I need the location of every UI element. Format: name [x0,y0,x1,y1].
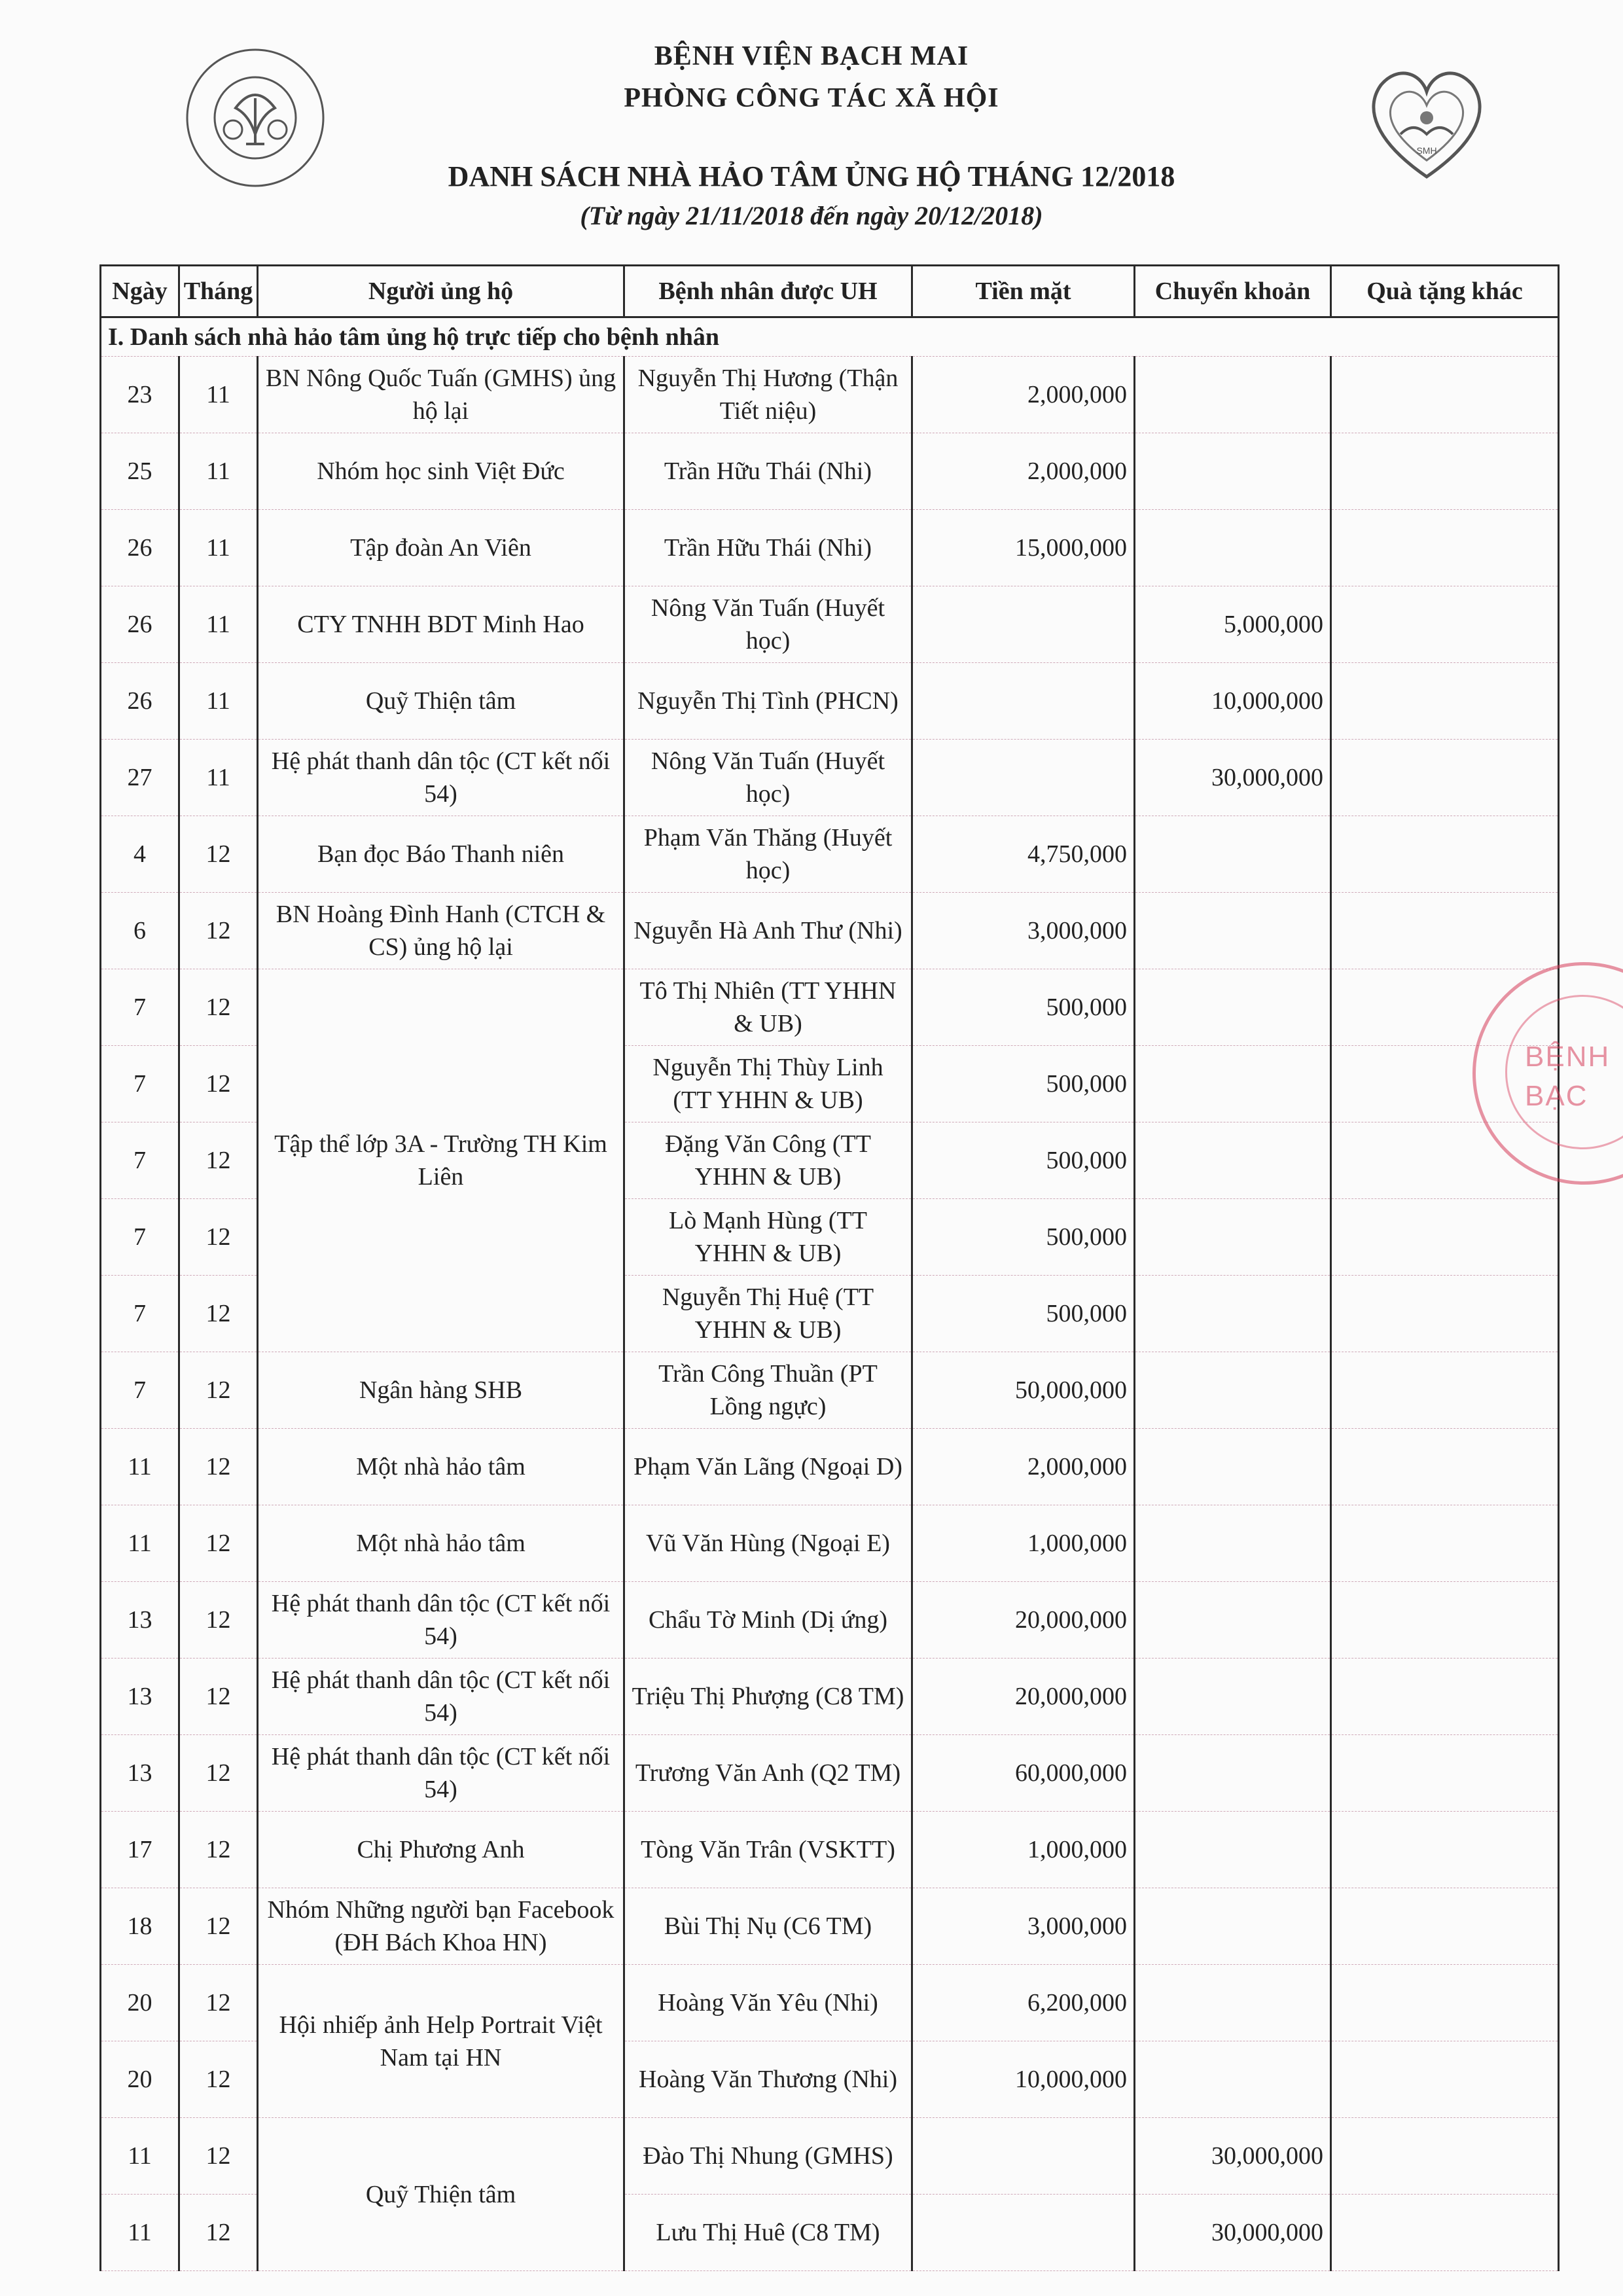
cell-patient: Trần Công Thuần (PT Lồng ngực) [624,1352,912,1429]
cell-donor: Quỹ Thiện tâm [258,2118,624,2271]
cell-cash [912,2195,1135,2271]
table-row [101,2118,1559,2195]
table-row [101,663,1559,740]
cell-month: 12 [179,1582,258,1659]
cell-gift [1331,2118,1559,2195]
table-row [101,816,1559,893]
cell-day: 17 [101,1812,179,1888]
cell-month: 12 [179,1046,258,1122]
cell-patient: Lưu Thị Huê (C8 TM) [624,2195,912,2271]
cell-day: 26 [101,510,179,586]
header-day: Ngày [101,266,179,317]
cell-transfer: 30,000,000 [1135,2118,1331,2195]
cell-day: 7 [101,969,179,1046]
cell-patient: Nông Văn Tuấn (Huyết học) [624,740,912,816]
cell-cash [912,586,1135,663]
cell-cash: 1,000,000 [912,1812,1135,1888]
cell-month: 12 [179,1735,258,1812]
cell-day: 11 [101,1429,179,1505]
cell-gift [1331,1888,1559,1965]
cell-cash: 500,000 [912,1199,1135,1276]
cell-transfer [1135,1505,1331,1582]
cell-day: 13 [101,1735,179,1812]
cell-day: 20 [101,2041,179,2118]
cell-gift [1331,433,1559,510]
cell-patient: Nguyễn Thị Thùy Linh (TT YHHN & UB) [624,1046,912,1122]
cell-month: 12 [179,2118,258,2195]
cell-month: 12 [179,1659,258,1735]
table-row [101,510,1559,586]
cell-gift [1331,740,1559,816]
cell-patient: Trần Hữu Thái (Nhi) [624,510,912,586]
cell-patient: Bùi Thị Nụ (C6 TM) [624,1888,912,1965]
table-row [101,1352,1559,1429]
cell-patient: Chẩu Tờ Minh (Dị ứng) [624,1582,912,1659]
cell-month: 12 [179,969,258,1046]
header-cash: Tiền mặt [912,266,1135,317]
cell-gift [1331,1812,1559,1888]
cell-transfer [1135,1888,1331,1965]
cell-cash [912,2118,1135,2195]
table-row [101,1888,1559,1965]
cell-day: 13 [101,1659,179,1735]
cell-donor: Ngân hàng SHB [258,1352,624,1429]
cell-month: 12 [179,1352,258,1429]
cell-day: 11 [101,1505,179,1582]
section-title: I. Danh sách nhà hảo tâm ủng hộ trực tiếp cho bệnh nhân [101,317,1559,357]
cell-transfer [1135,816,1331,893]
cell-gift [1331,1965,1559,2041]
cell-month: 12 [179,2041,258,2118]
cell-day: 26 [101,663,179,740]
cell-gift [1331,816,1559,893]
cell-cash: 50,000,000 [912,1352,1135,1429]
cell-month: 11 [179,663,258,740]
cell-cash: 500,000 [912,1046,1135,1122]
cell-patient: Tô Thị Nhiên (TT YHHN & UB) [624,969,912,1046]
cell-donor: Một nhà hảo tâm [258,1429,624,1505]
table-row [101,1659,1559,1735]
cell-donor: Một nhà hảo tâm [258,1505,624,1582]
cell-transfer [1135,1582,1331,1659]
cell-cash: 1,000,000 [912,1505,1135,1582]
cell-month: 12 [179,893,258,969]
cell-cash: 500,000 [912,969,1135,1046]
table-header-row [101,266,1559,317]
cell-patient: Tòng Văn Trân (VSKTT) [624,1812,912,1888]
donor-table [99,264,1560,2271]
stamp-text: BỆNH [1525,1041,1611,1073]
cell-gift [1331,510,1559,586]
cell-cash: 60,000,000 [912,1735,1135,1812]
cell-month: 11 [179,357,258,433]
cell-cash: 6,200,000 [912,1965,1135,2041]
cell-patient: Nguyễn Thị Tình (PHCN) [624,663,912,740]
cell-month: 12 [179,1276,258,1352]
cell-donor: BN Nông Quốc Tuấn (GMHS) ủng hộ lại [258,357,624,433]
cell-month: 11 [179,586,258,663]
cell-transfer [1135,1352,1331,1429]
cell-cash: 2,000,000 [912,433,1135,510]
header-gift: Quà tặng khác [1331,266,1559,317]
cell-gift [1331,357,1559,433]
cell-transfer: 30,000,000 [1135,740,1331,816]
cell-cash: 10,000,000 [912,2041,1135,2118]
cell-donor: CTY TNHH BDT Minh Hao [258,586,624,663]
cell-patient: Hoàng Văn Thương (Nhi) [624,2041,912,2118]
header-transfer: Chuyển khoản [1135,266,1331,317]
cell-month: 12 [179,1122,258,1199]
svg-text:SMH: SMH [1416,145,1437,156]
cell-transfer: 10,000,000 [1135,663,1331,740]
cell-month: 11 [179,510,258,586]
cell-patient: Trương Văn Anh (Q2 TM) [624,1735,912,1812]
cell-month: 11 [179,433,258,510]
cell-cash: 2,000,000 [912,1429,1135,1505]
cell-day: 20 [101,1965,179,2041]
table-row [101,1965,1559,2041]
header-patient: Bệnh nhân được UH [624,266,912,317]
cell-month: 12 [179,1812,258,1888]
cell-day: 11 [101,2118,179,2195]
cell-day: 4 [101,816,179,893]
table-row [101,969,1559,1046]
cell-transfer [1135,1812,1331,1888]
cell-donor: Chị Phương Anh [258,1812,624,1888]
cell-gift [1331,586,1559,663]
cell-transfer [1135,510,1331,586]
cell-cash: 20,000,000 [912,1582,1135,1659]
cell-patient: Vũ Văn Hùng (Ngoại E) [624,1505,912,1582]
cell-gift [1331,2195,1559,2271]
department-name: PHÒNG CÔNG TÁC XÃ HỘI [624,83,999,113]
cell-cash: 2,000,000 [912,357,1135,433]
cell-patient: Hoàng Văn Yêu (Nhi) [624,1965,912,2041]
cell-transfer [1135,1965,1331,2041]
cell-patient: Nguyễn Thị Hương (Thận Tiết niệu) [624,357,912,433]
cell-gift [1331,1735,1559,1812]
cell-day: 23 [101,357,179,433]
cell-cash: 3,000,000 [912,893,1135,969]
cell-month: 12 [179,1965,258,2041]
cell-cash: 15,000,000 [912,510,1135,586]
cell-gift [1331,2041,1559,2118]
cell-donor: Tập đoàn An Viên [258,510,624,586]
table-row [101,740,1559,816]
cell-day: 18 [101,1888,179,1965]
cell-donor: Tập thể lớp 3A - Trường TH Kim Liên [258,969,624,1352]
stamp-text: BẠC [1525,1080,1588,1112]
cell-donor: Bạn đọc Báo Thanh niên [258,816,624,893]
cell-month: 12 [179,816,258,893]
cell-patient: Nguyễn Hà Anh Thư (Nhi) [624,893,912,969]
cell-donor: Nhóm Những người bạn Facebook (ĐH Bách Khoa HN) [258,1888,624,1965]
header-donor: Người ủng hộ [258,266,624,317]
table-row [101,586,1559,663]
table-row [101,1505,1559,1582]
cell-transfer [1135,893,1331,969]
cell-donor: Quỹ Thiện tâm [258,663,624,740]
table-row [101,357,1559,433]
header-month: Tháng [179,266,258,317]
cell-transfer: 30,000,000 [1135,2195,1331,2271]
cell-cash: 4,750,000 [912,816,1135,893]
cell-month: 12 [179,1429,258,1505]
cell-patient: Triệu Thị Phượng (C8 TM) [624,1659,912,1735]
section-row [101,317,1559,357]
date-range: (Từ ngày 21/11/2018 đến ngày 20/12/2018) [580,201,1043,230]
cell-day: 7 [101,1046,179,1122]
cell-donor: BN Hoàng Đình Hanh (CTCH & CS) ủng hộ lại [258,893,624,969]
cell-cash: 500,000 [912,1276,1135,1352]
cell-gift [1331,1659,1559,1735]
cell-transfer [1135,1735,1331,1812]
cell-month: 12 [179,1505,258,1582]
cell-donor: Hệ phát thanh dân tộc (CT kết nối 54) [258,1735,624,1812]
cell-gift [1331,1429,1559,1505]
cell-cash [912,740,1135,816]
cell-gift [1331,893,1559,969]
cell-patient: Nông Văn Tuấn (Huyết học) [624,586,912,663]
cell-donor: Hệ phát thanh dân tộc (CT kết nối 54) [258,1582,624,1659]
cell-gift [1331,663,1559,740]
cell-transfer [1135,2041,1331,2118]
table-row [101,893,1559,969]
cell-donor: Hệ phát thanh dân tộc (CT kết nối 54) [258,1659,624,1735]
cell-day: 7 [101,1276,179,1352]
cell-gift [1331,1352,1559,1429]
cell-day: 26 [101,586,179,663]
table-row [101,1735,1559,1812]
cell-patient: Đặng Văn Công (TT YHHN & UB) [624,1122,912,1199]
cell-donor: Nhóm học sinh Việt Đức [258,433,624,510]
cell-gift [1331,1505,1559,1582]
cell-transfer [1135,1199,1331,1276]
table-row [101,1812,1559,1888]
cell-day: 7 [101,1122,179,1199]
table-row [101,1582,1559,1659]
cell-patient: Đào Thị Nhung (GMHS) [624,2118,912,2195]
cell-day: 25 [101,433,179,510]
cell-month: 12 [179,1888,258,1965]
cell-patient: Trần Hữu Thái (Nhi) [624,433,912,510]
cell-donor: Hệ phát thanh dân tộc (CT kết nối 54) [258,740,624,816]
cell-day: 7 [101,1352,179,1429]
cell-transfer [1135,1122,1331,1199]
table-row [101,1429,1559,1505]
cell-transfer [1135,433,1331,510]
cell-month: 12 [179,1199,258,1276]
cell-transfer [1135,357,1331,433]
cell-patient: Phạm Văn Thăng (Huyết học) [624,816,912,893]
table-row [101,433,1559,510]
cell-transfer [1135,1046,1331,1122]
cell-patient: Phạm Văn Lãng (Ngoại D) [624,1429,912,1505]
page-title: DANH SÁCH NHÀ HẢO TÂM ỦNG HỘ THÁNG 12/2018 [448,160,1175,192]
cell-day: 7 [101,1199,179,1276]
cell-cash: 20,000,000 [912,1659,1135,1735]
cell-day: 11 [101,2195,179,2271]
cell-donor: Hội nhiếp ảnh Help Portrait Việt Nam tại HN [258,1965,624,2118]
cell-patient: Nguyễn Thị Huệ (TT YHHN & UB) [624,1276,912,1352]
cell-month: 12 [179,2195,258,2271]
cell-cash: 500,000 [912,1122,1135,1199]
cell-cash [912,663,1135,740]
cell-gift [1331,1199,1559,1276]
hospital-name: BỆNH VIỆN BẠCH MAI [654,41,969,71]
cell-patient: Lò Mạnh Hùng (TT YHHN & UB) [624,1199,912,1276]
cell-day: 6 [101,893,179,969]
cell-day: 13 [101,1582,179,1659]
cell-transfer: 5,000,000 [1135,586,1331,663]
cell-gift [1331,1582,1559,1659]
cell-day: 27 [101,740,179,816]
cell-month: 11 [179,740,258,816]
cell-gift [1331,1276,1559,1352]
cell-transfer [1135,969,1331,1046]
cell-transfer [1135,1659,1331,1735]
cell-cash: 3,000,000 [912,1888,1135,1965]
cell-transfer [1135,1276,1331,1352]
cell-transfer [1135,1429,1331,1505]
